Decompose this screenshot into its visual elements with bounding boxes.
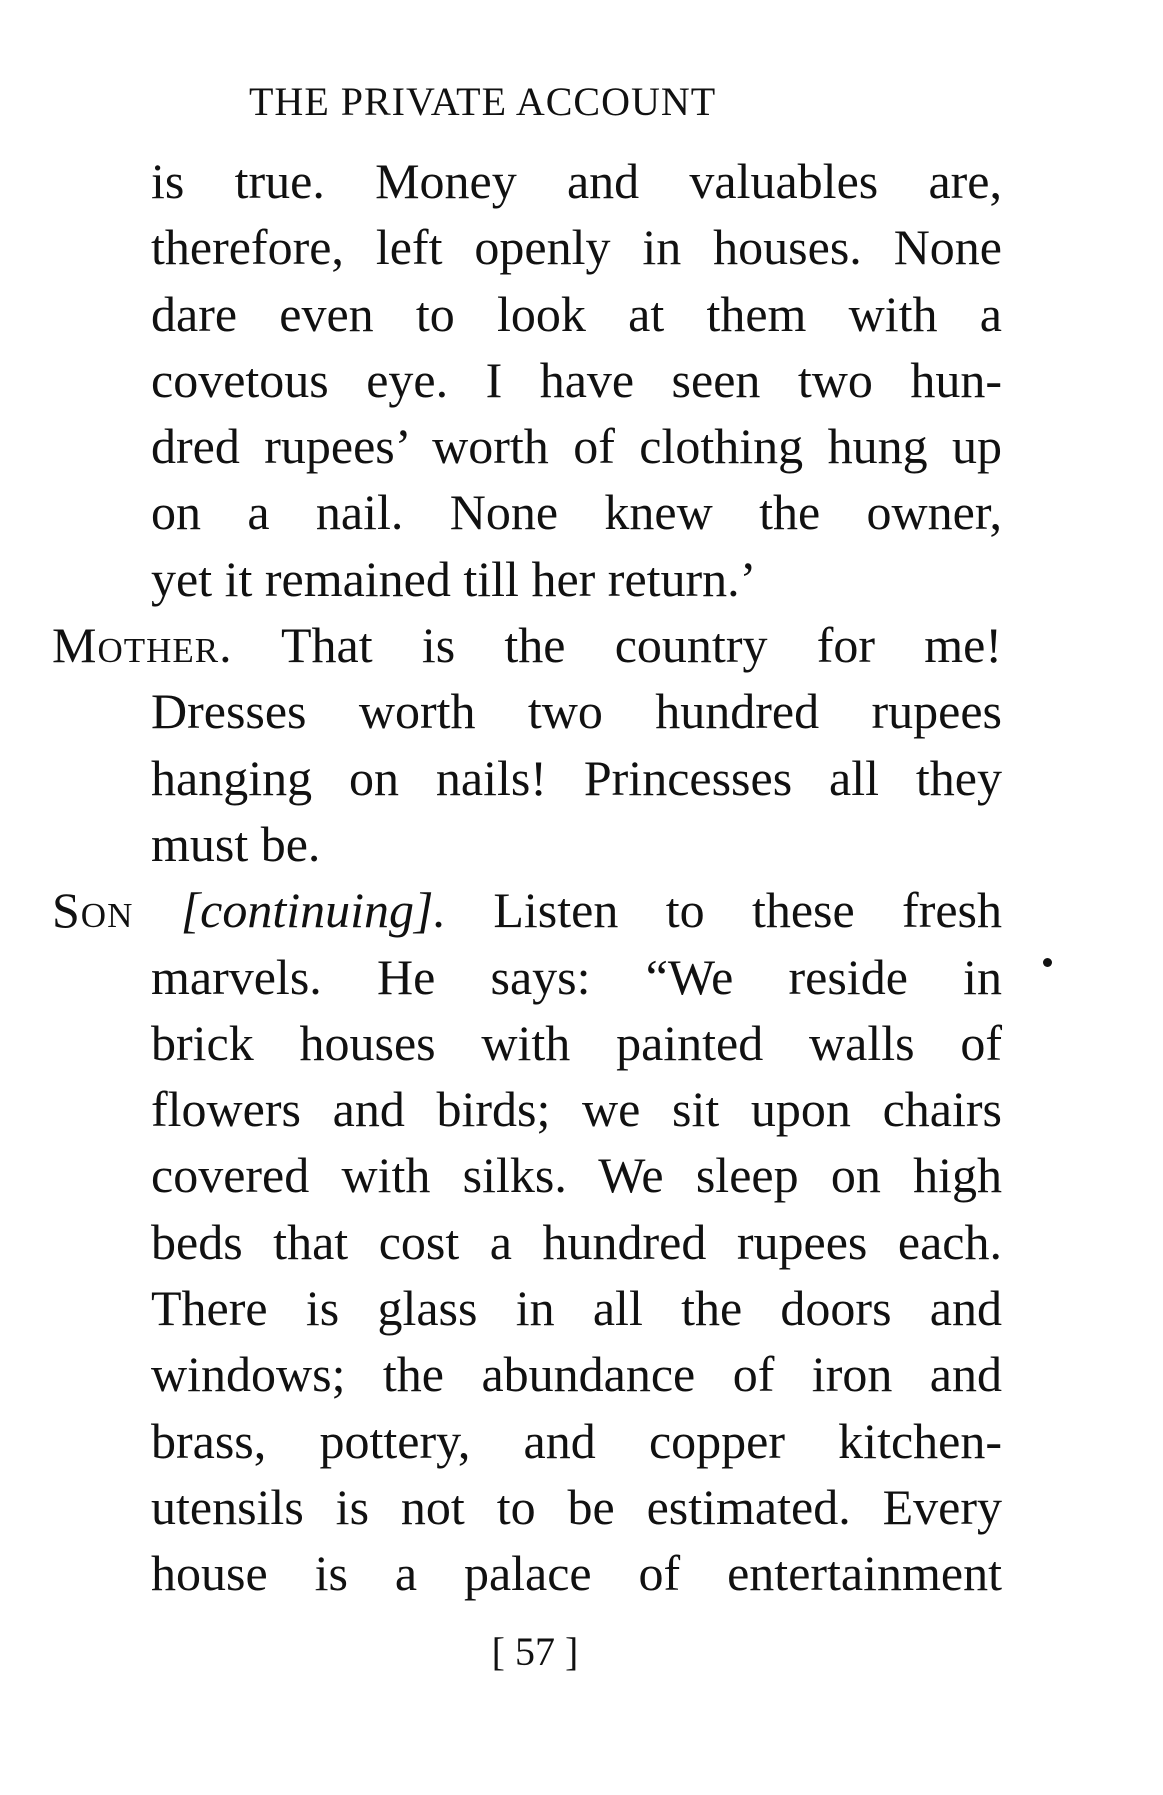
margin-ink-dot <box>1043 958 1052 967</box>
text-line: flowers and birds; we sit upon chairs <box>151 1081 1002 1138</box>
text-line: yet it remained till her return.’ <box>151 550 757 607</box>
text-line: must be. <box>151 815 321 872</box>
page-number: [ 57 ] <box>491 1629 579 1674</box>
text-line: brass, pottery, and copper kitchen- <box>151 1412 1002 1469</box>
text-line: Dresses worth two hundred rupees <box>151 683 1002 740</box>
running-head: THE PRIVATE ACCOUNT <box>249 79 717 124</box>
text-line: There is glass in all the doors and <box>151 1280 1002 1337</box>
text-line: is true. Money and valuables are, <box>151 153 1002 209</box>
text-line: covetous eye. I have seen two hun- <box>151 351 1002 408</box>
text-line: marvels. He says: “We reside in <box>151 948 1002 1005</box>
text-line: on a nail. None knew the owner, <box>151 484 1002 541</box>
text-line: utensils is not to be estimated. Every <box>151 1478 1002 1535</box>
text-line: dare even to look at them with a <box>151 285 1002 342</box>
text-line: covered with silks. We sleep on high <box>151 1147 1002 1204</box>
stage-direction: [continuing]. <box>180 882 447 939</box>
text-line: house is a palace of entertainment <box>151 1545 1002 1602</box>
text-line: beds that cost a hundred rupees each. <box>151 1213 1002 1270</box>
text-line: hanging on nails! Princesses all they <box>151 749 1002 806</box>
body-text <box>52 148 1002 1607</box>
speaker-mother: Mother. <box>52 617 233 674</box>
text-line: windows; the abundance of iron and <box>151 1346 1002 1403</box>
text-line: dred rupees’ worth of clothing hung up <box>151 418 1002 475</box>
son-speech-first-line <box>52 877 1002 943</box>
text-line: therefore, left openly in houses. None <box>151 219 1002 276</box>
text-line: brick houses with painted walls of <box>151 1014 1002 1071</box>
speech-text: Listen to these fresh <box>493 882 1002 939</box>
speech-text: That is the country for me! <box>280 617 1002 674</box>
mother-speech-first-line <box>52 612 1002 678</box>
speaker-son: Son <box>52 882 134 939</box>
